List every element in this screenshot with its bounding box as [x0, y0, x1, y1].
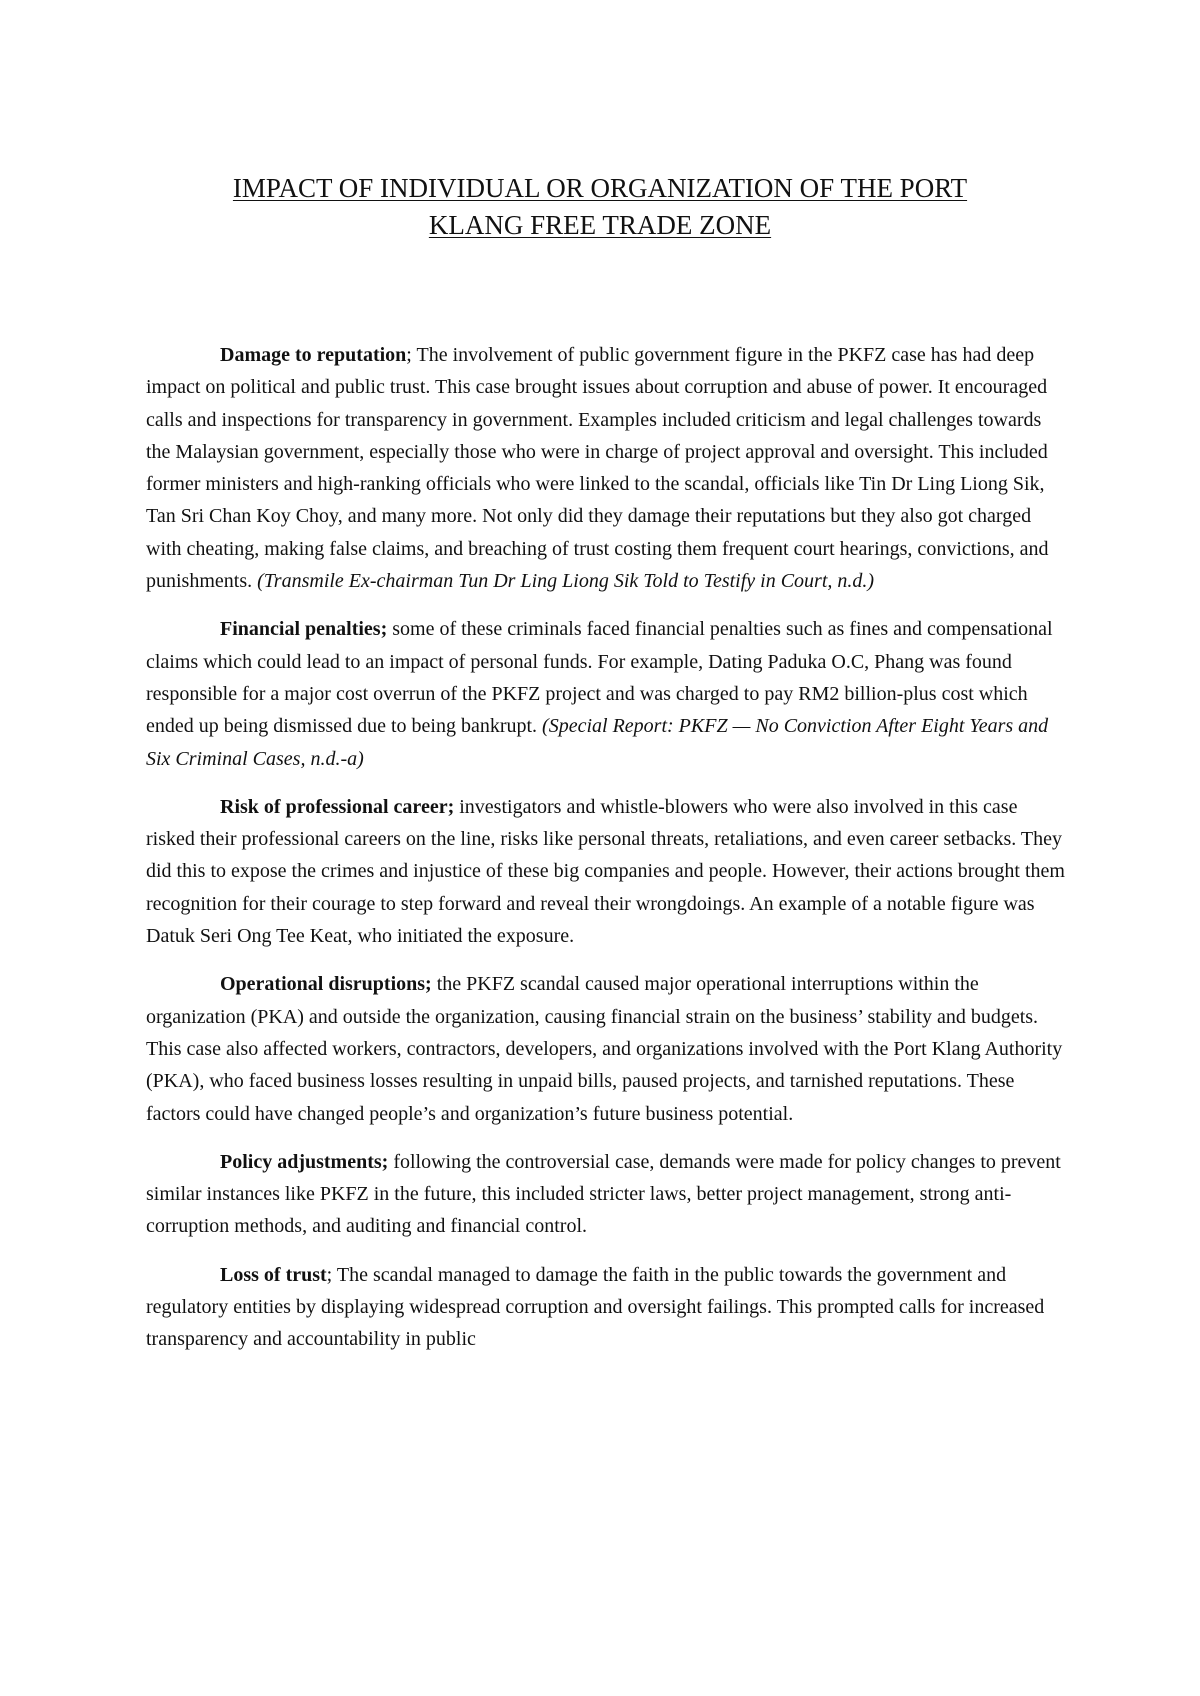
section-text: ; The scandal managed to damage the faith in the public towards the government and regulatory entities by displaying widespread corruption and oversight failings. This prompted calls for increased transparency and accountability in public: [146, 1263, 1045, 1351]
section-text: ; The involvement of public government figure in the PKFZ case has had deep impact on political and public trust. This case brought issues about corruption and abuse of power. It encouraged calls and inspections for transparency in government. Examples included criticism and legal challenges towards the Malaysian government, especially those who were in charge of project approval and oversight. This included former ministers and high-ranking officials who were linked to the scandal, officials like Tin Dr Ling Liong Sik, Tan Sri Chan Koy Choy, and many more. Not only did they damage their reputations but they also got charged with cheating, making false claims, and breaching of trust costing them frequent court hearings, convictions, and punishments.: [146, 344, 1049, 593]
section-text: the PKFZ scandal caused major operational interruptions within the organization (PKA) and outside the organization, causing financial strain on the business’ stability and budgets. This case also affected workers, contractors, developers, and organizations involved with the Port Klang Authority (PKA), who faced business losses resulting in unpaid bills, paused projects, and tarnished reputations. These factors could have changed people’s and organization’s future business potential.: [146, 973, 1063, 1125]
section-risk-of-professional-career: [146, 791, 1066, 952]
section-policy-adjustments: [146, 1146, 1066, 1243]
section-operational-disruptions: [146, 968, 1066, 1129]
section-text: investigators and whistle-blowers who were also involved in this case risked their professional careers on the line, risks like personal threats, retaliations, and even career setbacks. They did this to expose the crimes and injustice of these big companies and people. However, their actions brought them recognition for their courage to step forward and reveal their wrongdoings. An example of a notable figure was Datuk Seri Ong Tee Keat, who initiated the exposure.: [146, 795, 1065, 948]
section-text: following the controversial case, demands were made for policy changes to prevent similar instances like PKFZ in the future, this included stricter laws, better project management, strong anti-corruption methods, and auditing and financial control.: [146, 1150, 1061, 1238]
document-title: [100, 170, 1100, 244]
section-financial-penalties: [146, 613, 1066, 774]
section-text: some of these criminals faced financial penalties such as fines and compensational claims which could lead to an impact of personal funds. For example, Dating Paduka O.C, Phang was found responsible for a major cost overrun of the PKFZ project and was charged to pay RM2 billion-plus cost which ended up being dismissed due to being bankrupt.: [146, 618, 1053, 738]
section-heading: Financial penalties;: [220, 618, 388, 641]
section-heading: Operational disruptions;: [220, 973, 432, 996]
section-heading: Loss of trust: [220, 1263, 327, 1286]
section-citation: (Special Report: PKFZ — No Conviction After Eight Years and Six Criminal Cases, n.d.-a): [146, 715, 1049, 770]
title-line-2: KLANG FREE TRADE ZONE: [428, 210, 772, 240]
section-heading: Risk of professional career;: [220, 795, 455, 818]
section-citation: (Transmile Ex-chairman Tun Dr Ling Liong Sik Told to Testify in Court, n.d.): [257, 570, 875, 593]
document-body: [146, 339, 1066, 1372]
section-loss-of-trust: [146, 1259, 1066, 1356]
section-heading: Damage to reputation: [220, 344, 407, 366]
title-line-1: IMPACT OF INDIVIDUAL OR ORGANIZATION OF THE PORT: [232, 173, 968, 203]
section-heading: Policy adjustments;: [220, 1150, 389, 1173]
section-damage-to-reputation: [146, 339, 1066, 597]
